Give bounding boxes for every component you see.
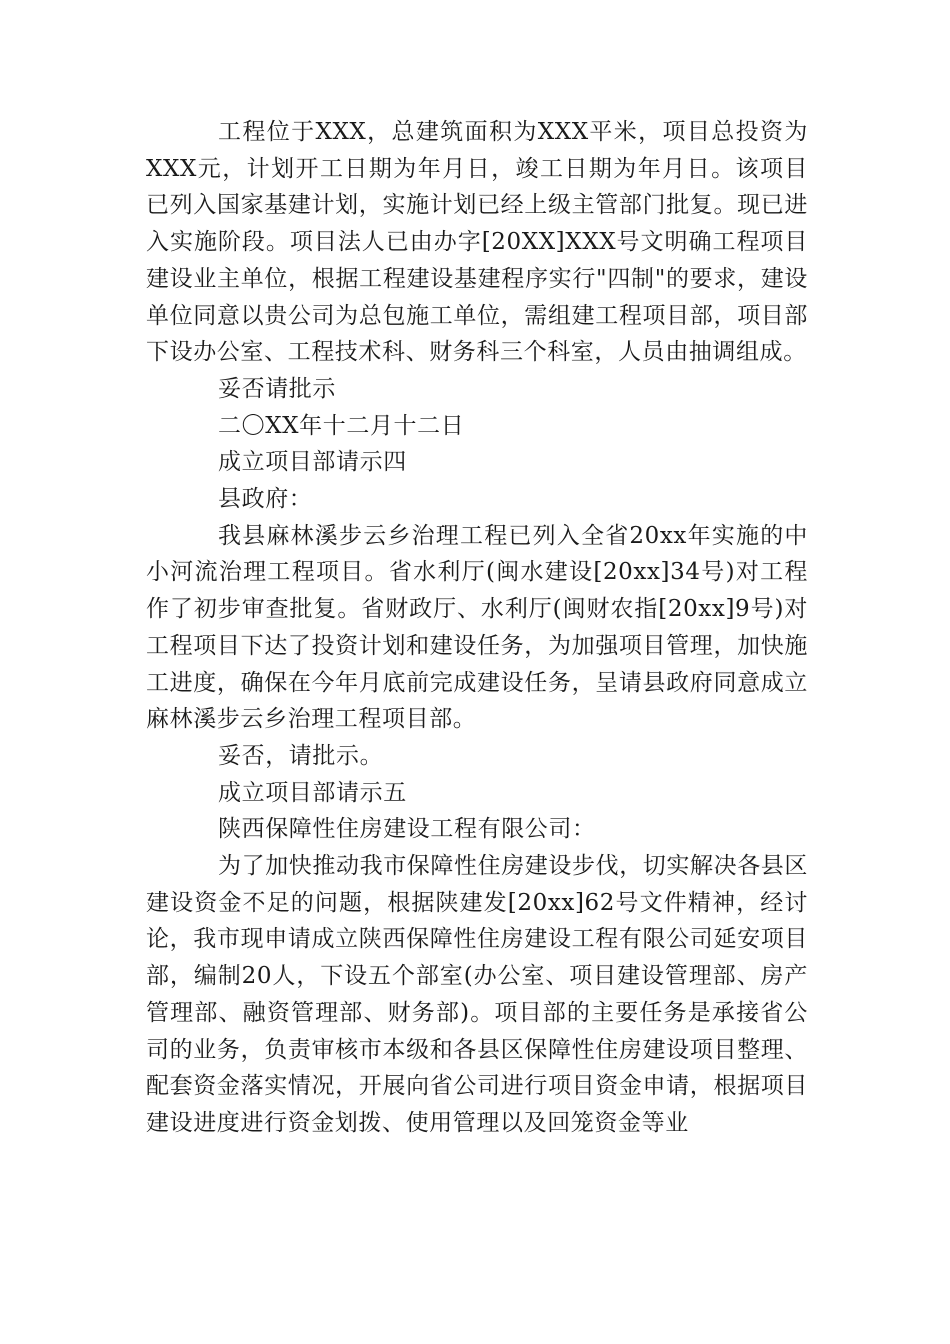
line-date: 二〇XX年十二月十二日 [218, 412, 465, 439]
line-approval-request-2: 妥否，请批示。 [218, 742, 384, 769]
line-addressee-company: 陕西保障性住房建设工程有限公司： [218, 816, 596, 843]
heading-request-four: 成立项目部请示四 [218, 449, 407, 476]
line-addressee-county-government: 县政府： [218, 486, 313, 513]
heading-request-five: 成立项目部请示五 [218, 779, 407, 806]
paragraph-housing-project: 为了加快推动我市保障性住房建设步伐，切实解决各县区建设资金不足的问题，根据陕建发[20xx]62号文件精神，经讨论，我市现申请成立陕西保障性住房建设工程有限公司延安项目部，编制20人，下设五个部室(办公室、项目建设管理部、房产管理部、融资管理部、财务部)。项目部的主要任务是承接省公司的业务，负责审核市本级和各县区保障性住房建设项目整理、配套资金落实情况，开展向省公司进行项目资金申请，根据项目建设进度进行资金划拨、使用管理以及回笼资金等业 [146, 853, 808, 1136]
line-approval-request: 妥否请批示 [218, 375, 336, 402]
document-body [146, 114, 808, 1142]
paragraph-river-governance: 我县麻林溪步云乡治理工程已列入全省20xx年实施的中小河流治理工程项目。省水利厅(闽水建设[20xx]34号)对工程作了初步审查批复。省财政厅、水利厅(闽财农指[20xx]9号)对工程项目下达了投资计划和建设任务，为加强项目管理，加快施工进度，确保在今年月底前完成建设任务，呈请县政府同意成立麻林溪步云乡治理工程项目部。 [146, 522, 808, 733]
paragraph-project-overview: 工程位于XXX，总建筑面积为XXX平米，项目总投资为XXX元，计划开工日期为年月日，竣工日期为年月日。该项目已列入国家基建计划，实施计划已经上级主管部门批复。现已进入实施阶段。项目法人已由办字[20XX]XXX号文明确工程项目建设业主单位，根据工程建设基建程序实行"四制"的要求，建设单位同意以贵公司为总包施工单位，需组建工程项目部，项目部下设办公室、工程技术科、财务科三个科室，人员由抽调组成。 [146, 119, 808, 366]
